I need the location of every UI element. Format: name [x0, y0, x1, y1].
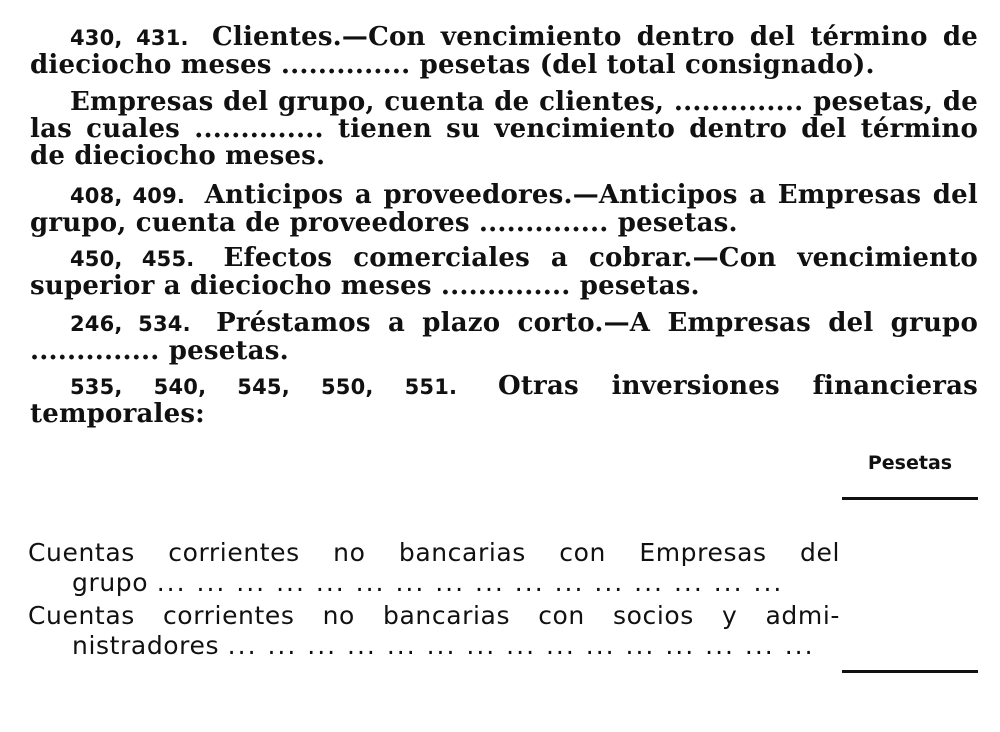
account-numbers: 535, 540, 545, 550, 551. — [70, 375, 458, 399]
account-numbers: 450, 455. — [70, 247, 195, 271]
row-label-line2 — [28, 631, 840, 661]
row-label-line1: Cuentas corrientes no bancarias con socios y admi- — [28, 601, 840, 630]
row-label-line2 — [28, 568, 840, 598]
account-numbers: 408, 409. — [70, 184, 186, 208]
paragraph-anticipos — [30, 182, 978, 237]
row-label-continuation: grupo — [72, 568, 149, 597]
row-label-continuation: nistradores — [72, 631, 220, 660]
table-row — [28, 538, 840, 598]
column-rule-top — [842, 497, 978, 500]
dot-leader: ... ... ... ... ... ... ... ... ... ... ... ... ... ... ... — [227, 631, 815, 660]
paragraph-otras-inversiones — [30, 373, 978, 428]
table-row — [28, 601, 840, 661]
paragraph-text: Anticipos a proveedores.—Anticipos a Empresas del grupo, cuenta de proveedores .............. pesetas. — [30, 180, 978, 238]
paragraph-empresas-grupo — [30, 89, 978, 170]
paragraph-clientes — [30, 24, 978, 79]
column-rule-bottom — [842, 670, 978, 673]
row-label-line1: Cuentas corrientes no bancarias con Empresas del — [28, 538, 840, 567]
dot-leader: ... ... ... ... ... ... ... ... ... ... ... ... ... ... ... ... — [156, 568, 784, 597]
paragraph-text: Efectos comerciales a cobrar.—Con vencimiento superior a dieciocho meses .............. pesetas. — [30, 243, 978, 301]
paragraph-text: Clientes.—Con vencimiento dentro del término de dieciocho meses .............. pesetas (del total consignado). — [30, 22, 978, 80]
paragraph-efectos — [30, 245, 978, 300]
paragraph-text: Otras inversiones financieras temporales: — [30, 371, 978, 429]
paragraph-text: Empresas del grupo, cuenta de clientes, .............. pesetas, de las cuales .............. tienen su vencimiento dentro del término de dieciocho meses. — [30, 87, 978, 171]
column-header-pesetas: Pesetas — [867, 452, 953, 474]
paragraph-prestamos — [30, 310, 978, 365]
account-numbers: 246, 534. — [70, 312, 191, 336]
account-numbers: 430, 431. — [70, 26, 189, 50]
paragraph-text: Préstamos a plazo corto.—A Empresas del grupo .............. pesetas. — [30, 308, 978, 366]
